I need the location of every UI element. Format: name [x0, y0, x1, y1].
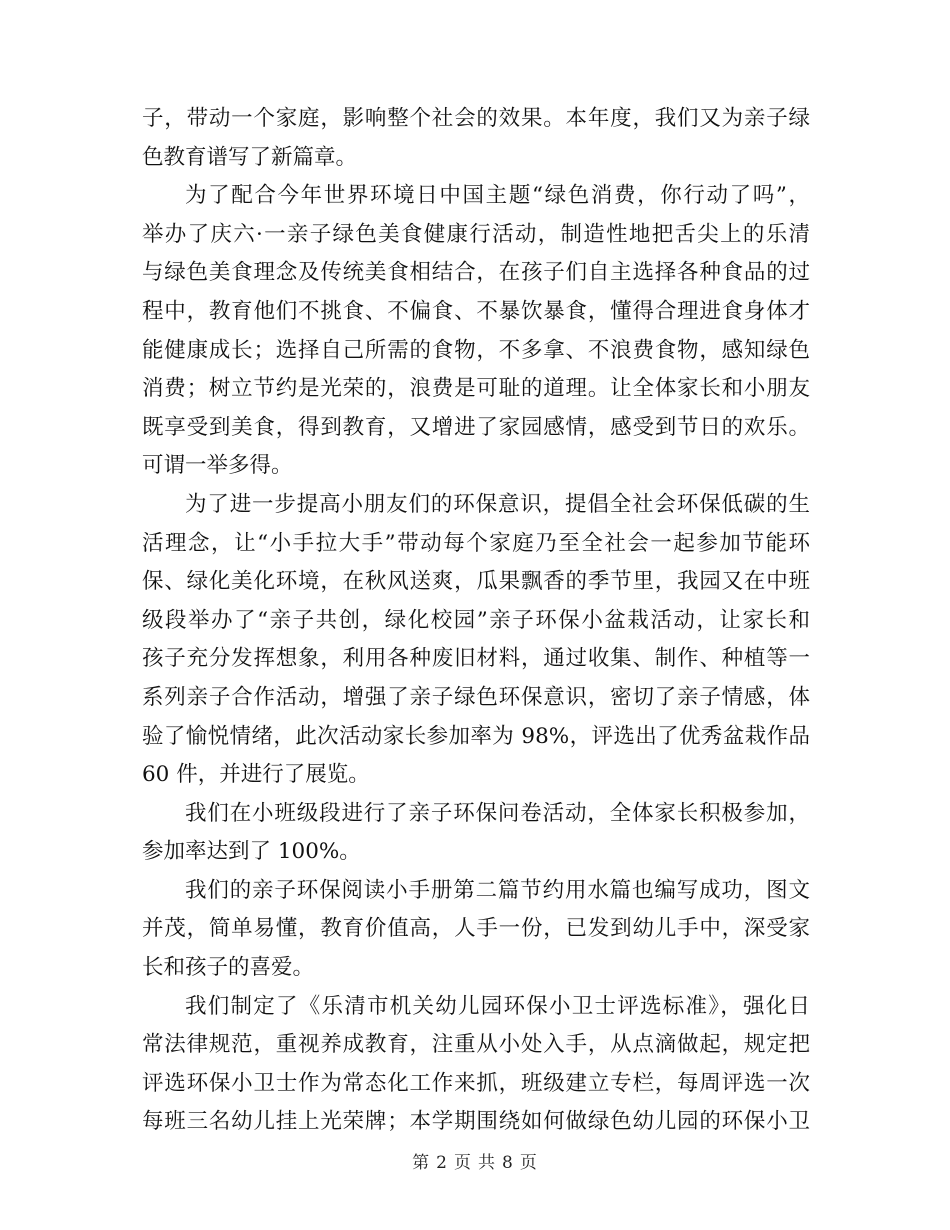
- text-line: 并茂，简单易懂，教育价值高，人手一份，已发到幼儿手中，深受家: [142, 916, 810, 942]
- text-line: 能健康成长；选择自己所需的食物，不多拿、不浪费食物，感知绿色: [142, 337, 810, 363]
- text-line: 参加率达到了 100%。: [142, 839, 361, 865]
- paragraph: [142, 872, 810, 988]
- footer-page-label: 页: [454, 1153, 472, 1173]
- text-line: 我们的亲子环保阅读小手册第二篇节约用水篇也编写成功，图文: [185, 877, 810, 903]
- page-footer: [0, 1151, 950, 1175]
- text-line: 为了进一步提高小朋友们的环保意识，提倡全社会环保低碳的生: [185, 491, 810, 517]
- paragraph: [142, 100, 810, 177]
- text-line: 程中，教育他们不挑食、不偏食、不暴饮暴食，懂得合理进食身体才: [142, 298, 810, 324]
- footer-total-pages: 8: [502, 1153, 514, 1173]
- text-line: 子，带动一个家庭，影响整个社会的效果。本年度，我们又为亲子绿: [142, 106, 810, 131]
- text-line: 与绿色美食理念及传统美食相结合，在孩子们自主选择各种食品的过: [142, 260, 810, 286]
- text-line: 我们制定了《乐清市机关幼儿园环保小卫士评选标准》，强化日: [185, 993, 810, 1019]
- paragraph: [142, 486, 810, 795]
- footer-page-number: 2: [436, 1153, 448, 1173]
- text-line: 系列亲子合作活动，增强了亲子绿色环保意识，密切了亲子情感，体: [142, 684, 810, 710]
- text-line: 验了愉悦情绪，此次活动家长参加率为 98%，评选出了优秀盆栽作品: [142, 723, 810, 749]
- document-body: [142, 100, 810, 1142]
- text-line: 既享受到美食，得到教育，又增进了家园感情，感受到节日的欢乐。: [142, 414, 810, 440]
- text-line: 我们在小班级段进行了亲子环保问卷活动，全体家长积极参加，: [185, 800, 810, 826]
- footer-prefix: 第: [412, 1153, 431, 1173]
- text-line: 每班三名幼儿挂上光荣牌；本学期围绕如何做绿色幼儿园的环保小卫: [142, 1109, 810, 1135]
- text-line: 举办了庆六·一亲子绿色美食健康行活动，制造性地把舌尖上的乐清: [142, 221, 810, 247]
- text-line: 常法律规范，重视养成教育，注重从小处入手，从点滴做起，规定把: [142, 1032, 810, 1058]
- footer-total-label: 共: [478, 1153, 496, 1173]
- text-line: 为了配合今年世界环境日中国主题“绿色消费，你行动了吗”，: [185, 183, 810, 209]
- text-line: 可谓一举多得。: [142, 453, 293, 479]
- text-line: 活理念，让“小手拉大手”带动每个家庭乃至全社会一起参加节能环: [142, 530, 810, 556]
- text-line: 级段举办了“亲子共创，绿化校园”亲子环保小盆栽活动，让家长和: [142, 607, 810, 633]
- footer-suffix: 页: [519, 1153, 538, 1173]
- paragraph: [142, 988, 810, 1142]
- text-line: 孩子充分发挥想象，利用各种废旧材料，通过收集、制作、种植等一: [142, 646, 810, 672]
- text-line: 色教育谱写了新篇章。: [142, 144, 358, 170]
- text-line: 长和孩子的喜爱。: [142, 955, 315, 981]
- text-line: 消费；树立节约是光荣的，浪费是可耻的道理。让全体家长和小朋友: [142, 376, 810, 402]
- text-line: 保、绿化美化环境，在秋风送爽，瓜果飘香的季节里，我园又在中班: [142, 569, 810, 595]
- paragraph: [142, 795, 810, 872]
- paragraph: [142, 177, 810, 486]
- text-line: 60 件，并进行了展览。: [142, 762, 370, 788]
- text-line: 评选环保小卫士作为常态化工作来抓，班级建立专栏，每周评选一次: [142, 1070, 810, 1096]
